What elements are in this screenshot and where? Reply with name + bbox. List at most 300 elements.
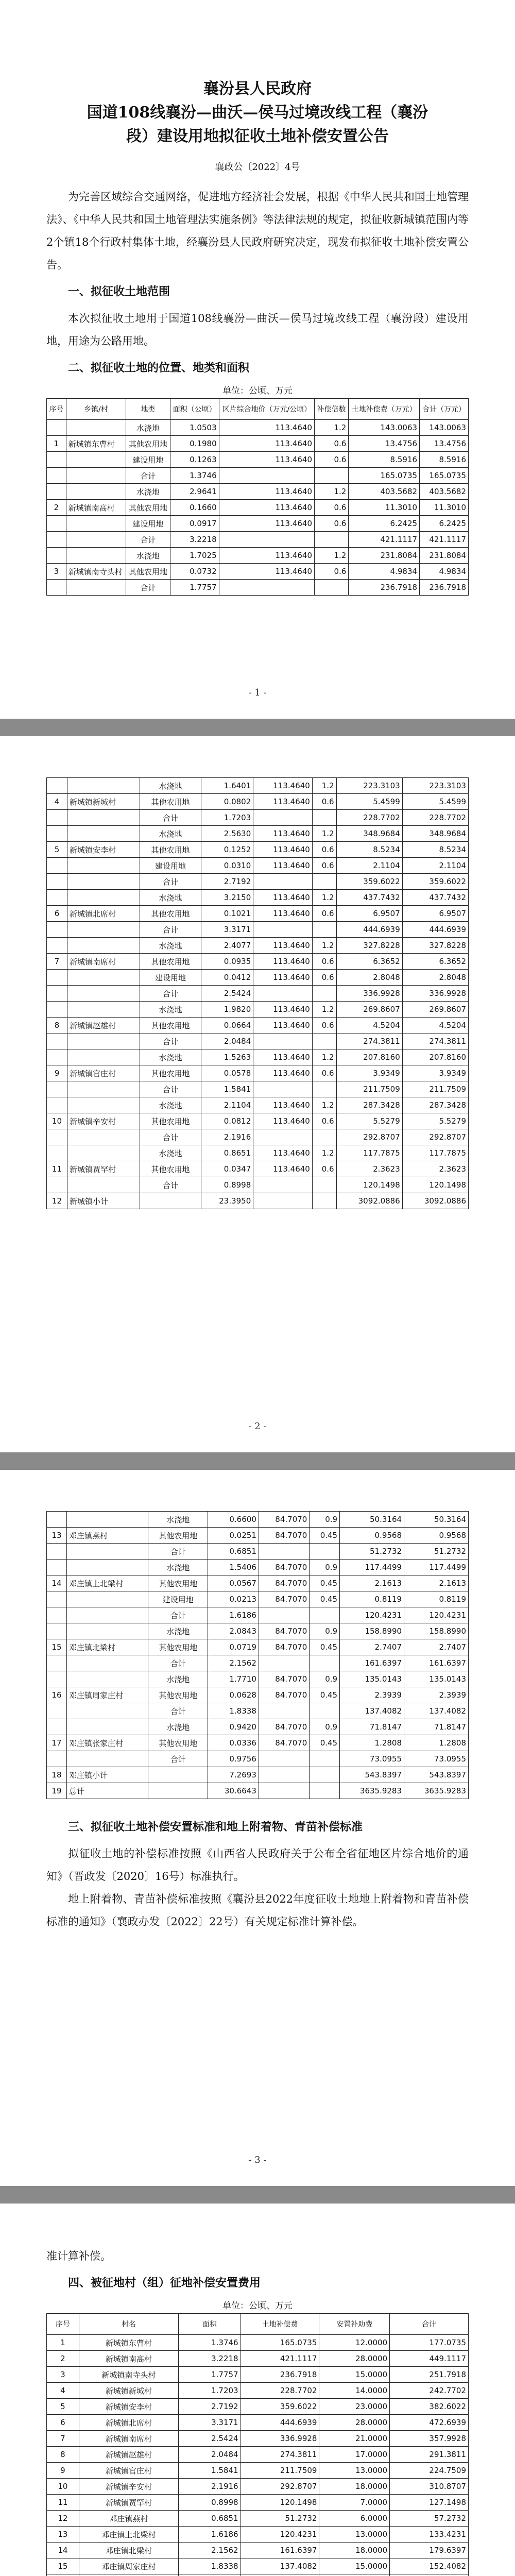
table-cell: 2.1916 [201, 1129, 253, 1145]
table-cell: 10 [47, 2479, 79, 2495]
table-cell: 421.1117 [241, 2351, 319, 2367]
table-cell: 113.4640 [219, 500, 314, 516]
table-cell: 84.7070 [259, 1639, 309, 1655]
table-cell [66, 1751, 148, 1767]
table-cell: 新城镇北席村 [67, 906, 140, 922]
table-cell [259, 1767, 309, 1783]
table-cell: 113.4640 [253, 1145, 313, 1161]
table-cell: 113.4640 [219, 484, 314, 500]
table-cell: 0.6 [312, 1065, 336, 1081]
table-cell [310, 1767, 340, 1783]
table-cell: 合计 [148, 1751, 208, 1767]
table-cell: 117.4499 [340, 1560, 404, 1575]
table-cell: 113.4640 [219, 436, 314, 452]
table-cell: 其他农用地 [140, 1113, 201, 1129]
table-cell: 8.5234 [336, 842, 402, 858]
table-cell [66, 1719, 148, 1735]
table-cell: 4.9834 [420, 564, 469, 580]
table-cell [47, 1145, 67, 1161]
table-row [47, 1528, 469, 1544]
table-cell: 新城镇北席村 [79, 2415, 178, 2431]
table-cell: 邓庄镇周家庄村 [79, 2558, 178, 2574]
table-cell: 3.3171 [179, 2415, 241, 2431]
table-cell: 2 [47, 500, 66, 516]
table-cell: 113.4640 [219, 516, 314, 532]
table-cell: 137.4082 [404, 1703, 469, 1719]
table-cell: 0.9 [310, 1560, 340, 1575]
table-cell: 113.4640 [253, 1018, 313, 1033]
table-cell: 总计 [66, 1783, 148, 1799]
table-cell: 其他农用地 [148, 1735, 208, 1751]
section-3-text: 拟征收土地的补偿标准按照《山西省人民政府关于公布全省征地区片综合地价的通知》（晋政发〔2020〕16号）标准执行。 [46, 1848, 469, 1883]
table-cell [47, 1703, 67, 1719]
table-cell [67, 874, 140, 890]
land-table-part-2 [46, 777, 469, 1209]
table-cell: 6.2425 [349, 516, 420, 532]
table-cell [66, 1607, 148, 1623]
table-cell [47, 2574, 79, 2576]
table-row [47, 2495, 469, 2511]
table-cell: 51.2732 [241, 2511, 319, 2527]
table-cell: 23.0000 [319, 2399, 390, 2415]
table-cell: 143.0063 [420, 420, 469, 436]
table-cell: 水浇地 [126, 548, 170, 564]
table-cell: 5 [47, 2399, 79, 2415]
table-cell: 179.6397 [390, 2543, 469, 2558]
table-cell: 13 [47, 2527, 79, 2543]
table-cell: 2.1613 [404, 1575, 469, 1591]
land-table-header-cell: 乡镇/村 [66, 399, 126, 420]
table-row [47, 2574, 469, 2576]
table-cell [310, 1544, 340, 1560]
table-cell: 其他农用地 [148, 1687, 208, 1703]
table-cell: 12 [47, 2511, 79, 2527]
table-cell: 8 [47, 1018, 67, 1033]
table-cell: 14 [47, 1575, 67, 1591]
table-cell: 邓庄镇北梁村 [79, 2543, 178, 2558]
table-cell: 158.8990 [340, 1623, 404, 1639]
table-cell: 0.6 [312, 970, 336, 986]
table-cell: 2.3939 [404, 1687, 469, 1703]
table-cell: 113.4640 [253, 826, 313, 842]
table-cell: 5.5279 [402, 1113, 468, 1129]
table-cell: 0.6 [315, 516, 349, 532]
table-cell: 0.6 [312, 858, 336, 874]
table-row [47, 2383, 469, 2399]
table-cell: 1.5406 [208, 1560, 259, 1575]
table-cell [67, 810, 140, 826]
table-cell: 0.0336 [208, 1735, 259, 1751]
table-row [47, 2479, 469, 2495]
table-cell: 1.6401 [201, 778, 253, 794]
table-row [47, 1161, 469, 1177]
table-cell [47, 1081, 67, 1097]
section-1-text: 本次拟征收土地用于国道108线襄汾—曲沃—侯马过境改线工程（襄汾段）建设用地，用途为公路用地。 [46, 312, 469, 347]
table-cell: 274.3811 [336, 1033, 402, 1049]
table-cell: 合计 [148, 1655, 208, 1671]
table-row [47, 1018, 469, 1033]
table-cell: 水浇地 [148, 1623, 208, 1639]
table-cell: 2.0484 [179, 2447, 241, 2463]
table-cell [310, 1783, 340, 1799]
table-cell: 228.7702 [402, 810, 468, 826]
table-cell: 1.8338 [179, 2558, 241, 2574]
table-cell: 231.8084 [349, 548, 420, 564]
table-cell: 73.0955 [404, 1751, 469, 1767]
table-cell: 4.9834 [349, 564, 420, 580]
table-cell: 6 [47, 2415, 79, 2431]
table-cell [67, 1129, 140, 1145]
table-cell: 0.0719 [208, 1639, 259, 1655]
table-cell [312, 874, 336, 890]
table-cell: 113.4640 [219, 420, 314, 436]
table-cell: 其他农用地 [140, 842, 201, 858]
table-cell [47, 580, 66, 596]
table-cell: 1.2 [312, 890, 336, 906]
table-cell: 2.9641 [170, 484, 219, 500]
table-row [47, 2447, 469, 2463]
table-cell [66, 452, 126, 468]
table-cell: 其他农用地 [148, 1639, 208, 1655]
table-cell: 207.8160 [336, 1049, 402, 1065]
table-cell: 28.0000 [319, 2351, 390, 2367]
table-cell: 13.0000 [319, 2527, 390, 2543]
table-cell: 其他农用地 [126, 436, 170, 452]
table-cell: 10 [47, 1113, 67, 1129]
table-cell: 水浇地 [140, 826, 201, 842]
table-cell [47, 1560, 67, 1575]
table-cell: 336.9928 [336, 986, 402, 1002]
table-row [47, 2351, 469, 2367]
table-cell [67, 1002, 140, 1018]
table-cell: 其他农用地 [140, 794, 201, 810]
comp-table-unit-caption: 单位：公顷、万元 [222, 2301, 293, 2311]
table-cell: 0.8119 [404, 1591, 469, 1607]
table-row [47, 1703, 469, 1719]
table-cell: 6.0000 [319, 2511, 390, 2527]
table-cell: 其他农用地 [140, 1018, 201, 1033]
section-2-title: 二、拟征收土地的位置、地类和面积 [68, 361, 250, 375]
table-cell [67, 890, 140, 906]
compensation-header-cell: 村名 [79, 2314, 178, 2335]
table-cell: 1.2 [312, 1002, 336, 1018]
table-cell: 0.9756 [208, 1751, 259, 1767]
table-cell [259, 1783, 309, 1799]
table-cell: 231.8084 [420, 548, 469, 564]
table-cell: 158.8990 [404, 1623, 469, 1639]
table-cell: 1.7757 [170, 580, 219, 596]
table-cell: 421.1117 [420, 532, 469, 548]
table-cell [47, 1655, 67, 1671]
table-cell: 其他农用地 [148, 1575, 208, 1591]
land-table-header-cell: 地类 [126, 399, 170, 420]
table-cell [67, 1097, 140, 1113]
table-cell [253, 1033, 313, 1049]
table-cell: 0.6 [315, 452, 349, 468]
table-cell: 12 [47, 1193, 67, 1209]
table-cell: 84.7070 [259, 1528, 309, 1544]
table-cell: 6.3652 [336, 954, 402, 970]
table-cell [253, 922, 313, 938]
table-cell: 2.7407 [340, 1639, 404, 1655]
table-cell [312, 1177, 336, 1193]
table-cell: 合计 [140, 810, 201, 826]
table-cell: 合计 [126, 532, 170, 548]
table-cell: 新城镇安李村 [67, 842, 140, 858]
table-cell [47, 810, 67, 826]
compensation-table [46, 2313, 469, 2576]
table-cell: 28.0000 [319, 2415, 390, 2431]
table-cell: 161.6397 [340, 1655, 404, 1671]
table-cell: 133.4231 [390, 2527, 469, 2543]
table-cell [66, 532, 126, 548]
table-cell [66, 1560, 148, 1575]
page-3 [0, 1470, 515, 2186]
table-cell: 新城镇官庄村 [79, 2463, 178, 2479]
table-cell [67, 970, 140, 986]
table-cell [66, 1671, 148, 1687]
table-cell: 9 [47, 2463, 79, 2479]
table-cell: 0.45 [310, 1687, 340, 1703]
table-cell: 11.3010 [349, 500, 420, 516]
table-row [47, 2431, 469, 2447]
table-cell: 0.0802 [201, 794, 253, 810]
table-cell: 13.4756 [420, 436, 469, 452]
table-cell: 1.2 [312, 1145, 336, 1161]
table-cell [47, 532, 66, 548]
table-cell [67, 778, 140, 794]
table-cell: 113.4640 [253, 778, 313, 794]
table-cell: 287.3428 [402, 1097, 468, 1113]
page-number: - 2 - [248, 1421, 267, 1432]
table-cell: 7 [47, 2431, 79, 2447]
table-cell: 水浇地 [140, 1049, 201, 1065]
table-cell [47, 1591, 67, 1607]
table-cell: 6 [47, 906, 67, 922]
table-cell [47, 1671, 67, 1687]
table-cell: 0.0213 [208, 1591, 259, 1607]
table-cell: 224.7509 [390, 2463, 469, 2479]
table-cell: 新城镇新城村 [79, 2383, 178, 2399]
table-cell: 2.4077 [201, 938, 253, 954]
table-cell [66, 1623, 148, 1639]
table-cell: 2.0484 [201, 1033, 253, 1049]
table-cell: 0.6 [315, 436, 349, 452]
table-cell: 1.2 [315, 548, 349, 564]
table-cell: 327.8228 [336, 938, 402, 954]
table-cell: 113.4640 [253, 1049, 313, 1065]
table-cell: 3 [47, 2367, 79, 2383]
table-row [47, 2558, 469, 2574]
table-cell: 51.2732 [404, 1544, 469, 1560]
table-row [47, 1687, 469, 1703]
table-cell: 161.6397 [241, 2543, 319, 2558]
table-cell [253, 986, 313, 1002]
table-cell: 12.0000 [319, 2335, 390, 2351]
table-cell: 14.0000 [319, 2383, 390, 2399]
table-row [47, 938, 469, 954]
table-cell: 2.7192 [179, 2399, 241, 2415]
table-cell: 建设用地 [126, 516, 170, 532]
table-cell: 8.5916 [420, 452, 469, 468]
table-cell: 0.45 [310, 1528, 340, 1544]
table-cell: 327.8228 [402, 938, 468, 954]
table-cell: 2.1104 [336, 858, 402, 874]
table-cell [312, 1129, 336, 1145]
table-cell: 水浇地 [148, 1719, 208, 1735]
table-cell: 274.3811 [241, 2447, 319, 2463]
table-cell: 359.6022 [402, 874, 468, 890]
compensation-header-cell: 面积 [179, 2314, 241, 2335]
table-cell: 邓庄镇小计 [66, 1767, 148, 1783]
table-cell: 合计 [126, 580, 170, 596]
table-cell: 2.1562 [179, 2543, 241, 2558]
table-cell [47, 922, 67, 938]
table-cell [241, 2574, 319, 2576]
table-row [47, 1767, 469, 1783]
table-cell: 228.7702 [336, 810, 402, 826]
land-table-header-cell: 区片综合地价（万元/公顷） [219, 399, 314, 420]
table-cell [259, 1703, 309, 1719]
table-cell: 2.1916 [179, 2479, 241, 2495]
document-title-line-2: 国道108线襄汾—曲沃—侯马过境改线工程（襄汾 [87, 104, 428, 122]
table-cell: 382.6022 [390, 2399, 469, 2415]
table-cell: 邓庄镇北梁村 [66, 1639, 148, 1655]
table-cell: 4 [47, 2383, 79, 2399]
table-row [47, 1623, 469, 1639]
section-1-title: 一、拟征收土地范围 [68, 285, 170, 298]
table-cell: 0.45 [310, 1735, 340, 1751]
table-cell [47, 1544, 67, 1560]
table-cell: 113.4640 [253, 1065, 313, 1081]
table-cell: 137.4082 [241, 2558, 319, 2574]
table-cell: 117.7875 [402, 1145, 468, 1161]
table-cell [148, 1767, 208, 1783]
table-row [47, 986, 469, 1002]
table-cell: 242.7702 [390, 2383, 469, 2399]
table-cell: 0.0917 [170, 516, 219, 532]
table-cell: 127.1498 [390, 2495, 469, 2511]
table-cell: 113.4640 [253, 1097, 313, 1113]
table-cell: 其他农用地 [126, 500, 170, 516]
table-cell: 1.3746 [170, 468, 219, 484]
table-cell [47, 938, 67, 954]
table-cell: 0.9 [310, 1623, 340, 1639]
table-cell [259, 1751, 309, 1767]
table-cell [67, 938, 140, 954]
table-row [47, 1512, 469, 1528]
table-cell: 2.1613 [340, 1575, 404, 1591]
land-table-header [47, 399, 469, 420]
table-cell: 5 [47, 842, 67, 858]
table-cell: 11 [47, 2495, 79, 2511]
table-cell: 165.0735 [349, 468, 420, 484]
table-cell: 0.1980 [170, 436, 219, 452]
table-cell: 合计 [140, 922, 201, 938]
table-cell: 0.0628 [208, 1687, 259, 1703]
table-cell: 新城镇赵雄村 [79, 2447, 178, 2463]
table-cell: 23.3950 [201, 1193, 253, 1209]
table-cell: 421.1117 [349, 532, 420, 548]
table-cell: 71.8147 [404, 1719, 469, 1735]
table-cell [259, 1655, 309, 1671]
table-cell: 6.9507 [402, 906, 468, 922]
table-row [47, 1560, 469, 1575]
table-cell: 2.7192 [201, 874, 253, 890]
table-cell: 113.4640 [253, 1113, 313, 1129]
table-cell: 新城镇赵雄村 [67, 1018, 140, 1033]
table-cell: 135.0143 [340, 1671, 404, 1687]
table-cell: 137.4082 [340, 1703, 404, 1719]
table-row [47, 548, 469, 564]
table-row [47, 858, 469, 874]
table-cell: 新城镇新城村 [67, 794, 140, 810]
table-cell: 14 [47, 2543, 79, 2558]
document-number: 襄政公〔2022〕4号 [215, 162, 300, 173]
table-cell [47, 516, 66, 532]
table-row [47, 1591, 469, 1607]
table-cell [66, 484, 126, 500]
table-cell [47, 778, 67, 794]
table-cell: 0.6 [315, 564, 349, 580]
table-cell [315, 580, 349, 596]
table-cell: 邓庄镇燕村 [79, 2511, 178, 2527]
table-cell: 50.3164 [340, 1512, 404, 1528]
table-cell: 1.9820 [201, 1002, 253, 1018]
table-cell: 117.4499 [404, 1560, 469, 1575]
table-cell: 新城镇辛安村 [79, 2479, 178, 2495]
intro-paragraph: 为完善区域综合交通网络，促进地方经济社会发展，根据《中华人民共和国土地管理法》、《中华人民共和国土地管理法实施条例》等法律法规的规定，拟征收新城镇范围内等2个镇18个行政村集体土地，经襄汾县人民政府研究决定，现发布拟征收土地补偿安置公告。 [46, 191, 469, 271]
table-cell: 0.0664 [201, 1018, 253, 1033]
table-cell: 359.6022 [336, 874, 402, 890]
table-cell: 336.9928 [402, 986, 468, 1002]
table-row [47, 2415, 469, 2431]
table-cell: 1 [47, 436, 66, 452]
table-cell [47, 1607, 67, 1623]
table-row [47, 1081, 469, 1097]
table-cell: 15.0000 [319, 2558, 390, 2574]
table-row [47, 810, 469, 826]
table-cell [259, 1544, 309, 1560]
table-cell: 1.2 [312, 938, 336, 954]
table-row [47, 842, 469, 858]
table-cell: 3.2150 [201, 890, 253, 906]
table-cell: 0.45 [310, 1591, 340, 1607]
table-row [47, 2543, 469, 2558]
table-cell: 合计 [140, 1129, 201, 1145]
table-cell: 新城镇贾罕村 [79, 2495, 178, 2511]
table-cell: 其他农用地 [140, 1161, 201, 1177]
page-2 [0, 736, 515, 1452]
table-cell: 403.5682 [349, 484, 420, 500]
table-cell [310, 1655, 340, 1671]
table-cell: 0.6851 [208, 1544, 259, 1560]
table-row [47, 874, 469, 890]
table-cell: 113.4640 [253, 906, 313, 922]
table-row [47, 826, 469, 842]
land-table-header-cell: 合计（万元） [420, 399, 469, 420]
page-1 [0, 0, 515, 719]
table-row [47, 1607, 469, 1623]
land-table-header-cell: 补偿倍数 [315, 399, 349, 420]
table-row [47, 500, 469, 516]
table-cell [47, 1129, 67, 1145]
table-cell: 84.7070 [259, 1735, 309, 1751]
table-cell: 1.7025 [170, 548, 219, 564]
document-title-line-3: 段）建设用地拟征收土地补偿安置公告 [126, 127, 389, 145]
table-cell: 16 [47, 1687, 67, 1703]
table-row [47, 2367, 469, 2383]
